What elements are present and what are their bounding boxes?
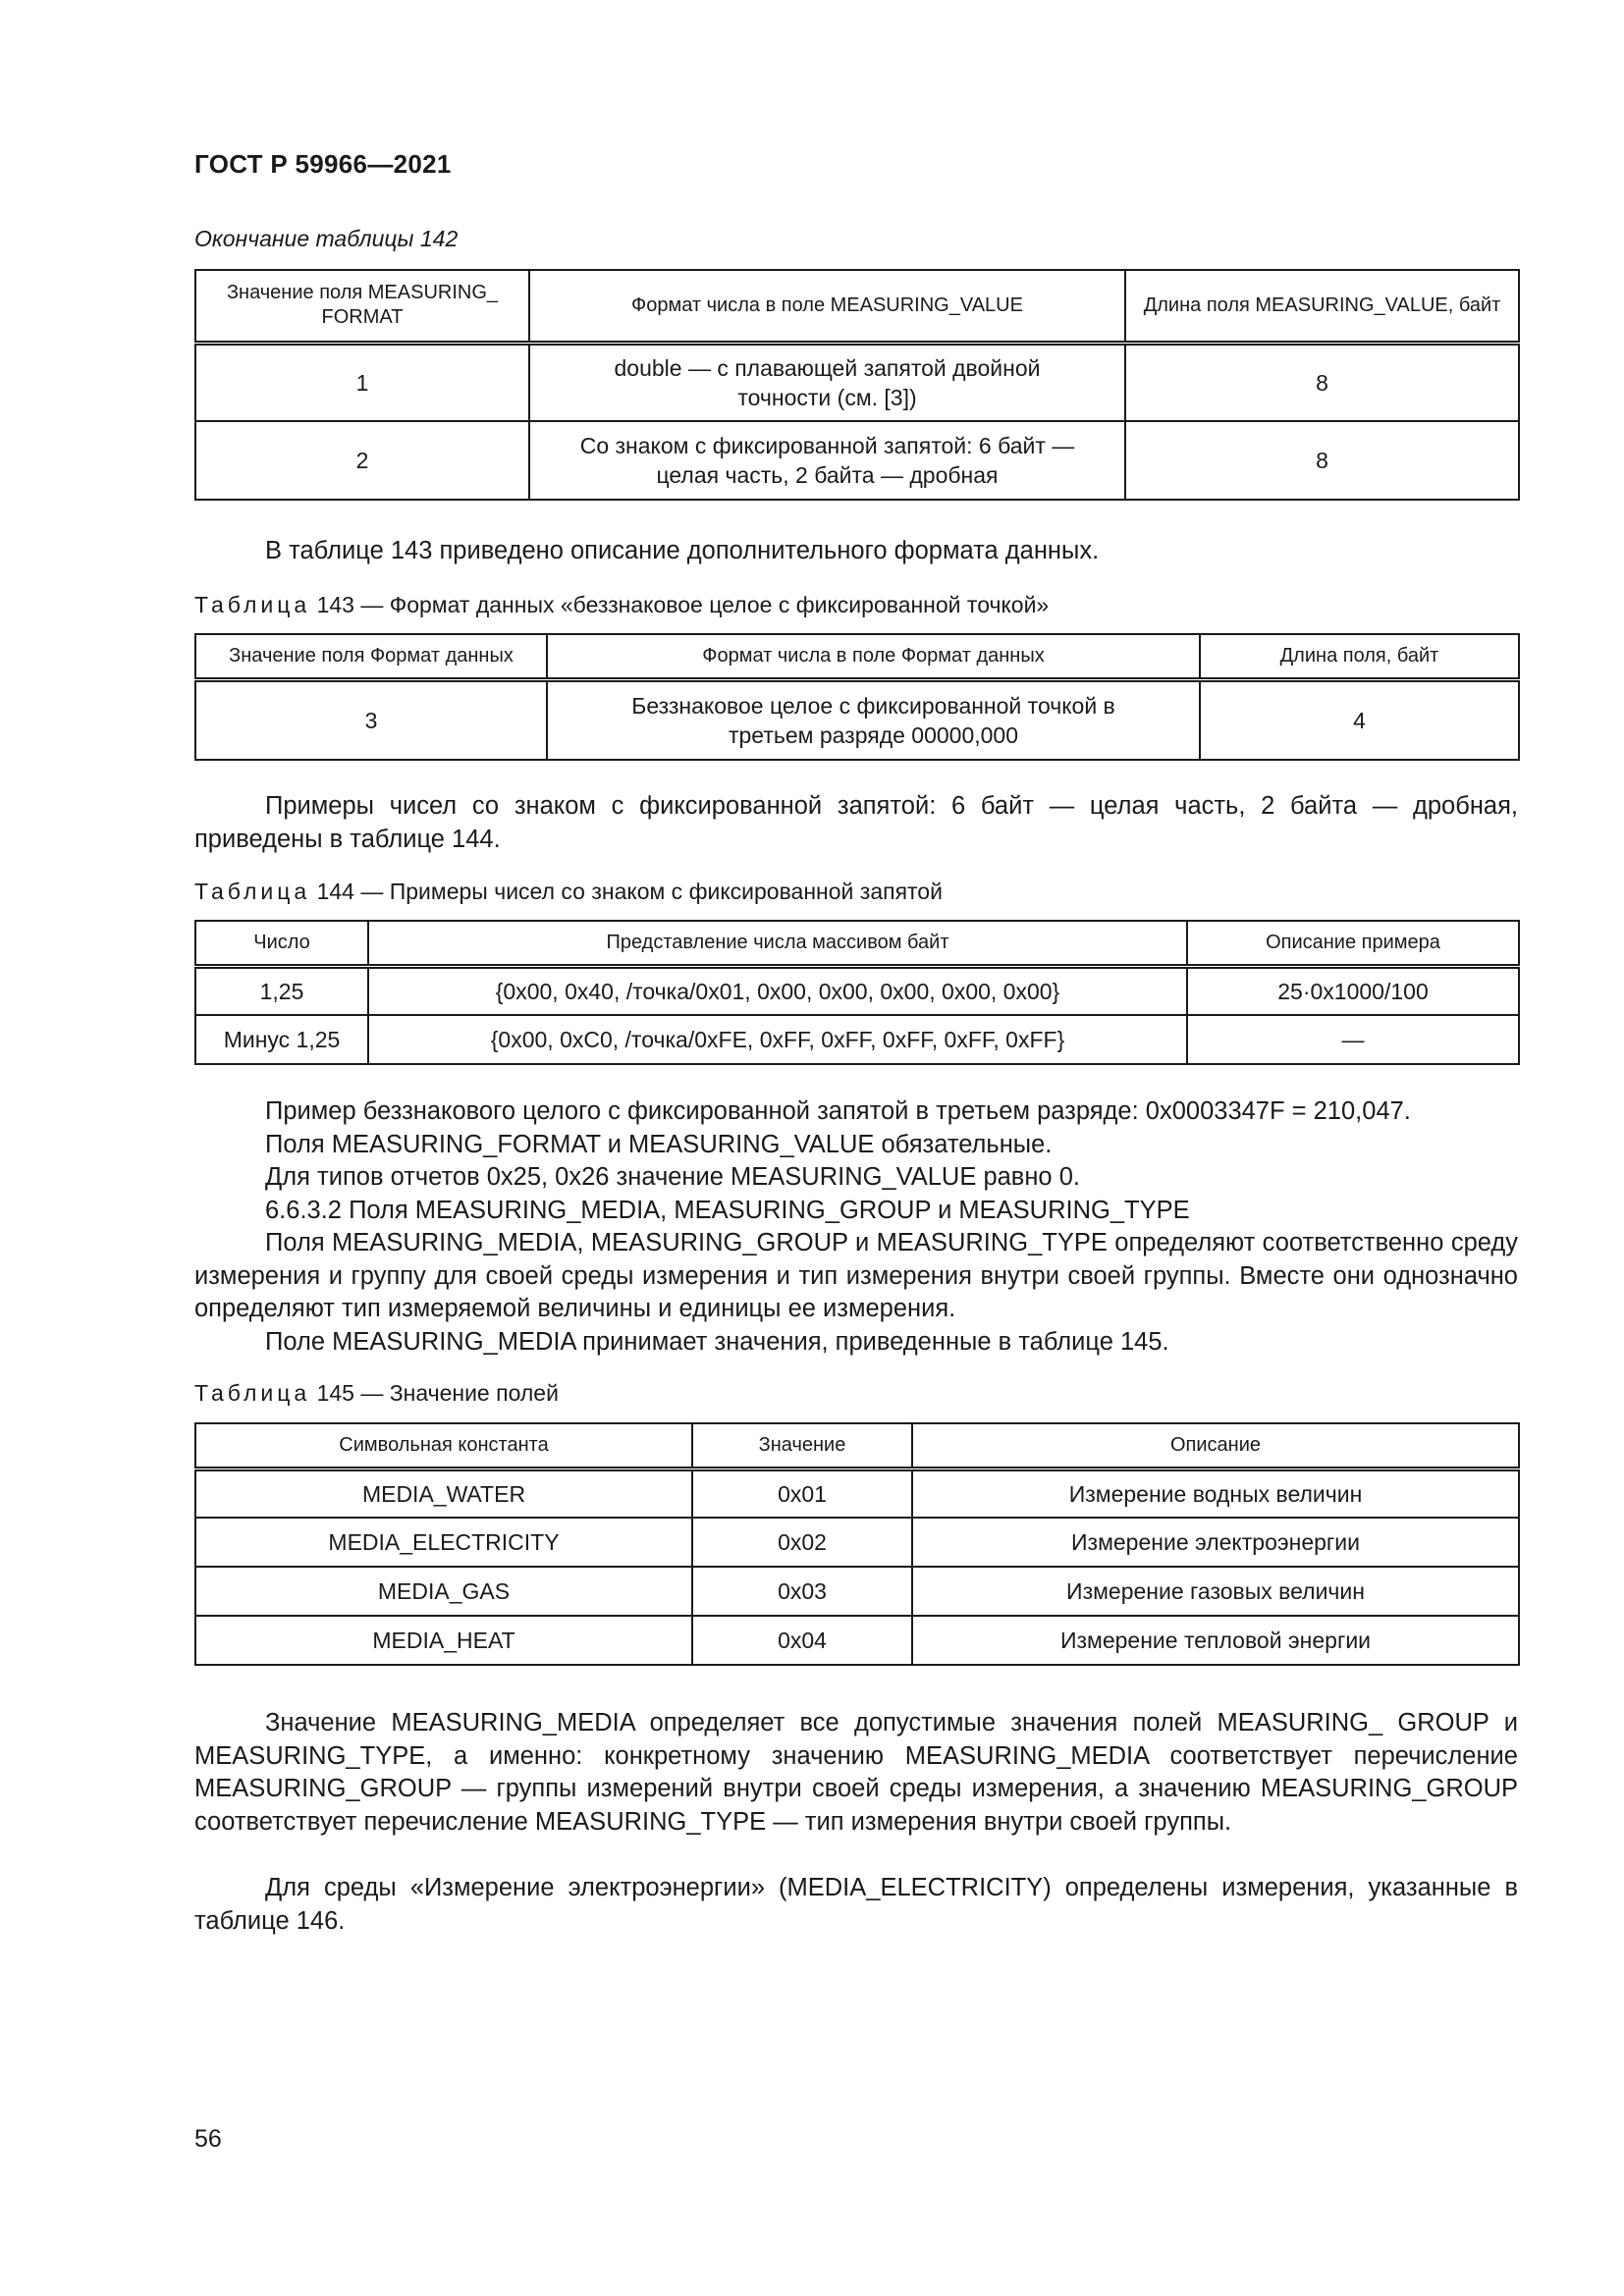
table-cell: 25·0x1000/100 bbox=[1187, 966, 1519, 1015]
paragraph-line: Для типов отчетов 0x25, 0x26 значение MEASURING_VALUE равно 0. bbox=[265, 1163, 1080, 1191]
caption-label: Таблица bbox=[194, 592, 311, 617]
table-145 bbox=[194, 1422, 1520, 1666]
table-row bbox=[195, 1015, 1519, 1064]
paragraph: Примеры чисел со знаком с фиксированной запятой: 6 байт — целая часть, 2 байта — дробная, приведены в таблице 144. bbox=[194, 792, 1518, 853]
table-cell: 1,25 bbox=[195, 966, 368, 1015]
table-cell: 8 bbox=[1125, 421, 1519, 500]
table-cell: 0x03 bbox=[692, 1567, 912, 1616]
table-cell: Измерение газовых величин bbox=[912, 1567, 1519, 1616]
table-cell: double — с плавающей запятой двойной точности (см. [3]) bbox=[529, 343, 1125, 421]
column-header: Длина поля MEASURING_VALUE, байт bbox=[1125, 270, 1519, 343]
caption-text: 144 — Примеры чисел со знаком с фиксированной запятой bbox=[316, 879, 943, 904]
page-number: 56 bbox=[194, 2125, 222, 2153]
table143-caption bbox=[194, 592, 1049, 618]
table-144 bbox=[194, 920, 1520, 1065]
table-cell: Измерение электроэнергии bbox=[912, 1518, 1519, 1567]
table144-caption bbox=[194, 879, 943, 905]
table-cell: 3 bbox=[195, 679, 547, 760]
table-143 bbox=[194, 633, 1520, 761]
caption-text: 145 — Значение полей bbox=[316, 1380, 559, 1406]
column-header: Длина поля, байт bbox=[1200, 634, 1519, 679]
table-header-row bbox=[195, 921, 1519, 966]
paragraph-line: Поля MEASURING_FORMAT и MEASURING_VALUE обязательные. bbox=[265, 1130, 1053, 1158]
table-cell: Измерение водных величин bbox=[912, 1468, 1519, 1518]
column-header: Символьная константа bbox=[195, 1423, 692, 1468]
caption-label: Таблица bbox=[194, 1380, 311, 1406]
table-142 bbox=[194, 269, 1520, 501]
table-cell: Минус 1,25 bbox=[195, 1015, 368, 1064]
column-header: Описание bbox=[912, 1423, 1519, 1468]
paragraph: Для среды «Измерение электроэнергии» (MEDIA_ELECTRICITY) определены измерения, указанные в таблице 146. bbox=[194, 1874, 1518, 1935]
table142-caption: Окончание таблицы 142 bbox=[194, 226, 459, 251]
column-header: Значение поля MEASURING_ FORMAT bbox=[195, 270, 529, 343]
column-header: Представление числа массивом байт bbox=[368, 921, 1187, 966]
column-header: Формат числа в поле MEASURING_VALUE bbox=[529, 270, 1125, 343]
column-header: Значение поля Формат данных bbox=[195, 634, 547, 679]
paragraph-line: Поле MEASURING_MEDIA принимает значения, приведенные в таблице 145. bbox=[265, 1327, 1169, 1356]
paragraph-line: Пример беззнакового целого с фиксированной запятой в третьем разряде: 0x0003347F = 210,047. bbox=[265, 1097, 1411, 1125]
table145-caption bbox=[194, 1380, 559, 1407]
table-cell: 0x02 bbox=[692, 1518, 912, 1567]
table-cell: 2 bbox=[195, 421, 529, 500]
table-cell: 1 bbox=[195, 343, 529, 421]
document-title: ГОСТ Р 59966—2021 bbox=[194, 149, 452, 179]
table-row bbox=[195, 1616, 1519, 1665]
table-cell: {0x00, 0x40, /точка/0x01, 0x00, 0x00, 0x00, 0x00, 0x00} bbox=[368, 966, 1187, 1015]
table-row bbox=[195, 1468, 1519, 1518]
table-cell: {0x00, 0xC0, /точка/0xFE, 0xFF, 0xFF, 0xFF, 0xFF, 0xFF} bbox=[368, 1015, 1187, 1064]
table-cell: 8 bbox=[1125, 343, 1519, 421]
table-row bbox=[195, 1567, 1519, 1616]
table-row bbox=[195, 421, 1519, 500]
table-cell: — bbox=[1187, 1015, 1519, 1064]
caption-label: Таблица bbox=[194, 879, 311, 904]
table-row bbox=[195, 343, 1519, 421]
column-header: Число bbox=[195, 921, 368, 966]
table-cell: MEDIA_ELECTRICITY bbox=[195, 1518, 692, 1567]
column-header: Значение bbox=[692, 1423, 912, 1468]
paragraph: Значение MEASURING_MEDIA определяет все допустимые значения полей MEASURING_ GROUP и MEASURING_TYPE, а именно: конкретному значению MEASURING_MEDIA соответствует перечисление MEASURING_GROUP — группы измерений внутри своей среды измерения, а значению MEASURING_GROUP соответствует перечисление MEASURING_TYPE — тип измерения внутри своей группы. bbox=[194, 1709, 1518, 1836]
table-cell: Измерение тепловой энергии bbox=[912, 1616, 1519, 1665]
table-cell: 0x01 bbox=[692, 1468, 912, 1518]
table-cell: MEDIA_HEAT bbox=[195, 1616, 692, 1665]
table-header-row bbox=[195, 1423, 1519, 1468]
table-header-row bbox=[195, 634, 1519, 679]
column-header: Формат числа в поле Формат данных bbox=[547, 634, 1200, 679]
table-cell: MEDIA_GAS bbox=[195, 1567, 692, 1616]
table-header-row bbox=[195, 270, 1519, 343]
table-row bbox=[195, 679, 1519, 760]
table-row bbox=[195, 1518, 1519, 1567]
paragraph: В таблице 143 приведено описание дополнительного формата данных. bbox=[265, 537, 1100, 564]
paragraph-block bbox=[194, 1095, 1518, 1359]
table-row bbox=[195, 966, 1519, 1015]
caption-text: 143 — Формат данных «беззнаковое целое с фиксированной точкой» bbox=[316, 592, 1050, 617]
table-cell: Со знаком с фиксированной запятой: 6 байт — целая часть, 2 байта — дробная bbox=[529, 421, 1125, 500]
column-header: Описание примера bbox=[1187, 921, 1519, 966]
table-cell: Беззнаковое целое с фиксированной точкой в третьем разряде 00000,000 bbox=[547, 679, 1200, 760]
table-cell: MEDIA_WATER bbox=[195, 1468, 692, 1518]
table-cell: 4 bbox=[1200, 679, 1519, 760]
paragraph-line: Поля MEASURING_MEDIA, MEASURING_GROUP и MEASURING_TYPE определяют соответственно среду измерения и группу для своей среды измерения и тип измерения внутри своей группы. Вместе они однозначно определяют тип измеряемой величины и единицы ее измерения. bbox=[194, 1229, 1518, 1322]
section-heading: 6.6.3.2 Поля MEASURING_MEDIA, MEASURING_GROUP и MEASURING_TYPE bbox=[265, 1196, 1190, 1224]
table-cell: 0x04 bbox=[692, 1616, 912, 1665]
